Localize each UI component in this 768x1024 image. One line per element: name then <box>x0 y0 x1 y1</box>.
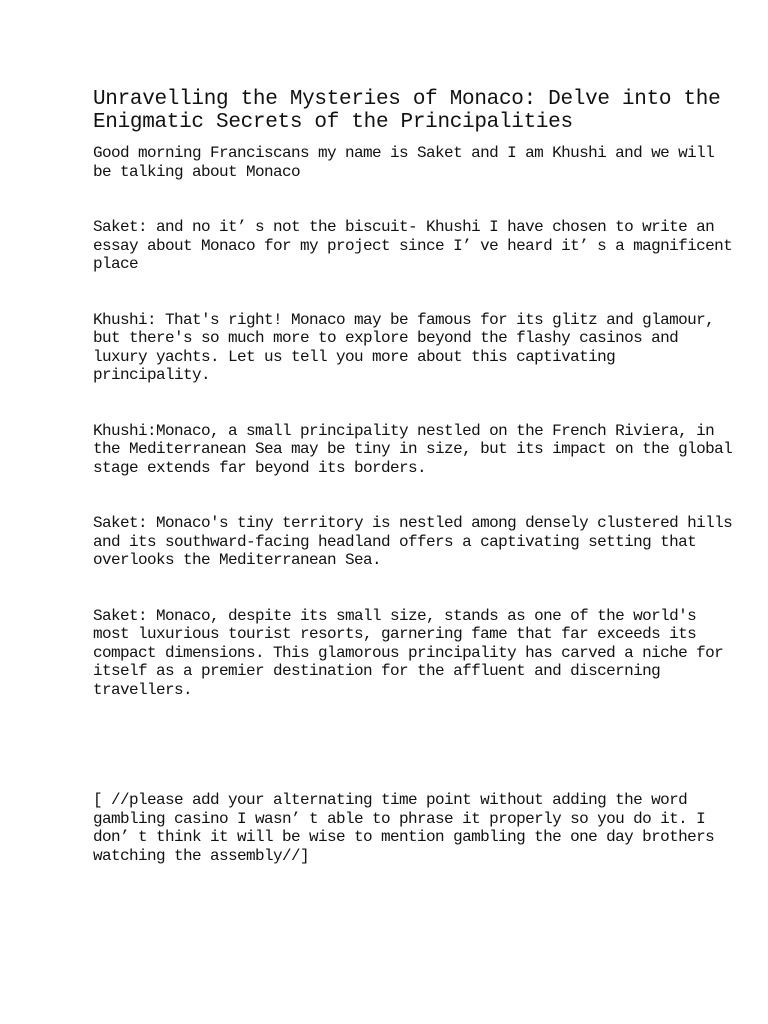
editor-note-paragraph: [ //please add your alternating time point without adding the word gambling casino I wasn’ t able to phrase it properly so you do it. I don’ t think it will be wise to mention gambling the one day brothers watching the assembly//] <box>93 791 715 865</box>
saket-resort-paragraph: Saket: Monaco, despite its small size, stands as one of the world's most luxurious tourist resorts, garnering fame that far exceeds its compact dimensions. This glamorous principality has carved a niche for itself as a premier destination for the affluent and discerning travellers. <box>93 606 724 699</box>
paragraph-spacer <box>93 477 733 514</box>
khushi-glamour-paragraph: Khushi: That's right! Monaco may be famous for its glitz and glamour, but there's so much more to explore beyond the flashy casinos and luxury yachts. Let us tell you more about this captivating principality. <box>93 310 715 384</box>
paragraph-spacer <box>93 570 733 607</box>
document-page <box>93 88 733 865</box>
paragraph-spacer <box>93 699 733 791</box>
paragraph-spacer <box>93 181 733 218</box>
saket-territory-paragraph: Saket: Monaco's tiny territory is nestled among densely clustered hills and its southward-facing headland offers a captivating setting that overlooks the Mediterranean Sea. <box>93 514 733 569</box>
document-title: Unravelling the Mysteries of Monaco: Delve into the Enigmatic Secrets of the Principalities <box>93 88 721 134</box>
saket-biscuit-paragraph: Saket: and no it’ s not the biscuit- Khushi I have chosen to write an essay about Monaco for my project since I’ ve heard it’ s a magnificent place <box>93 218 733 273</box>
paragraph-spacer <box>93 385 733 422</box>
khushi-riviera-paragraph: Khushi:Monaco, a small principality nestled on the French Riviera, in the Mediterranean Sea may be tiny in size, but its impact on the global stage extends far beyond its borders. <box>93 421 733 477</box>
intro-paragraph: Good morning Franciscans my name is Saket and I am Khushi and we will be talking about Monaco <box>93 144 715 181</box>
paragraph-spacer <box>93 274 733 311</box>
